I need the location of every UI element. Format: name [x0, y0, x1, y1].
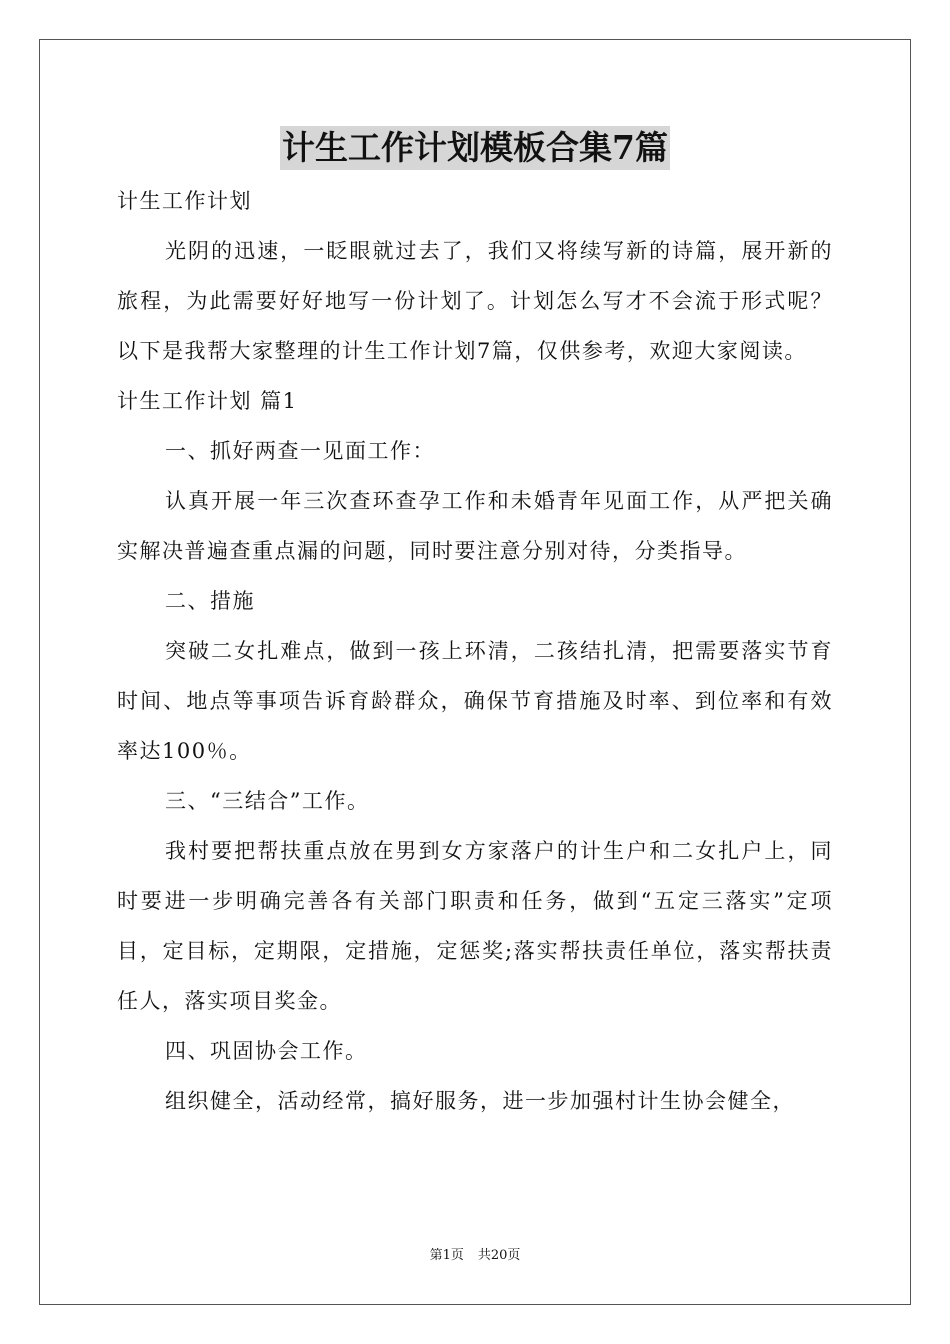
paragraph: 四、巩固协会工作。 — [165, 1039, 368, 1063]
paragraph: 认真开展一年三次查环查孕工作和未婚青年见面工作，从严把关确实解决普遍查重点漏的问题，同时要注意分别对待，分类指导。 — [117, 489, 833, 563]
document-body — [117, 176, 833, 1126]
paragraph: 三、“三结合”工作。 — [165, 789, 370, 813]
page-footer — [0, 1247, 950, 1265]
paragraph: 二、措施 — [165, 589, 255, 613]
page-total: 共20页 — [477, 1248, 521, 1263]
title-container — [0, 126, 950, 170]
paragraph: 我村要把帮扶重点放在男到女方家落户的计生户和二女扎户上，同时要进一步明确完善各有关部门职责和任务，做到“五定三落实”定项目，定目标，定期限，定措施，定惩奖;落实帮扶责任单位，落实帮扶责任人，落实项目奖金。 — [117, 839, 833, 1013]
paragraph: 计生工作计划 — [117, 189, 252, 213]
document-title: 计生工作计划模板合集7篇 — [280, 126, 670, 170]
paragraph: 组织健全，活动经常，搞好服务，进一步加强村计生协会健全， — [165, 1089, 795, 1113]
paragraph: 一、抓好两查一见面工作： — [165, 439, 435, 463]
page-number: 第1页 — [429, 1248, 464, 1263]
section-heading: 计生工作计划 篇1 — [117, 389, 298, 413]
paragraph: 光阴的迅速，一眨眼就过去了，我们又将续写新的诗篇，展开新的旅程，为此需要好好地写一份计划了。计划怎么写才不会流于形式呢？以下是我帮大家整理的计生工作计划7篇，仅供参考，欢迎大家阅读。 — [117, 239, 833, 363]
paragraph: 突破二女扎难点，做到一孩上环清，二孩结扎清，把需要落实节育时间、地点等事项告诉育龄群众，确保节育措施及时率、到位率和有效率达100％。 — [117, 639, 833, 763]
